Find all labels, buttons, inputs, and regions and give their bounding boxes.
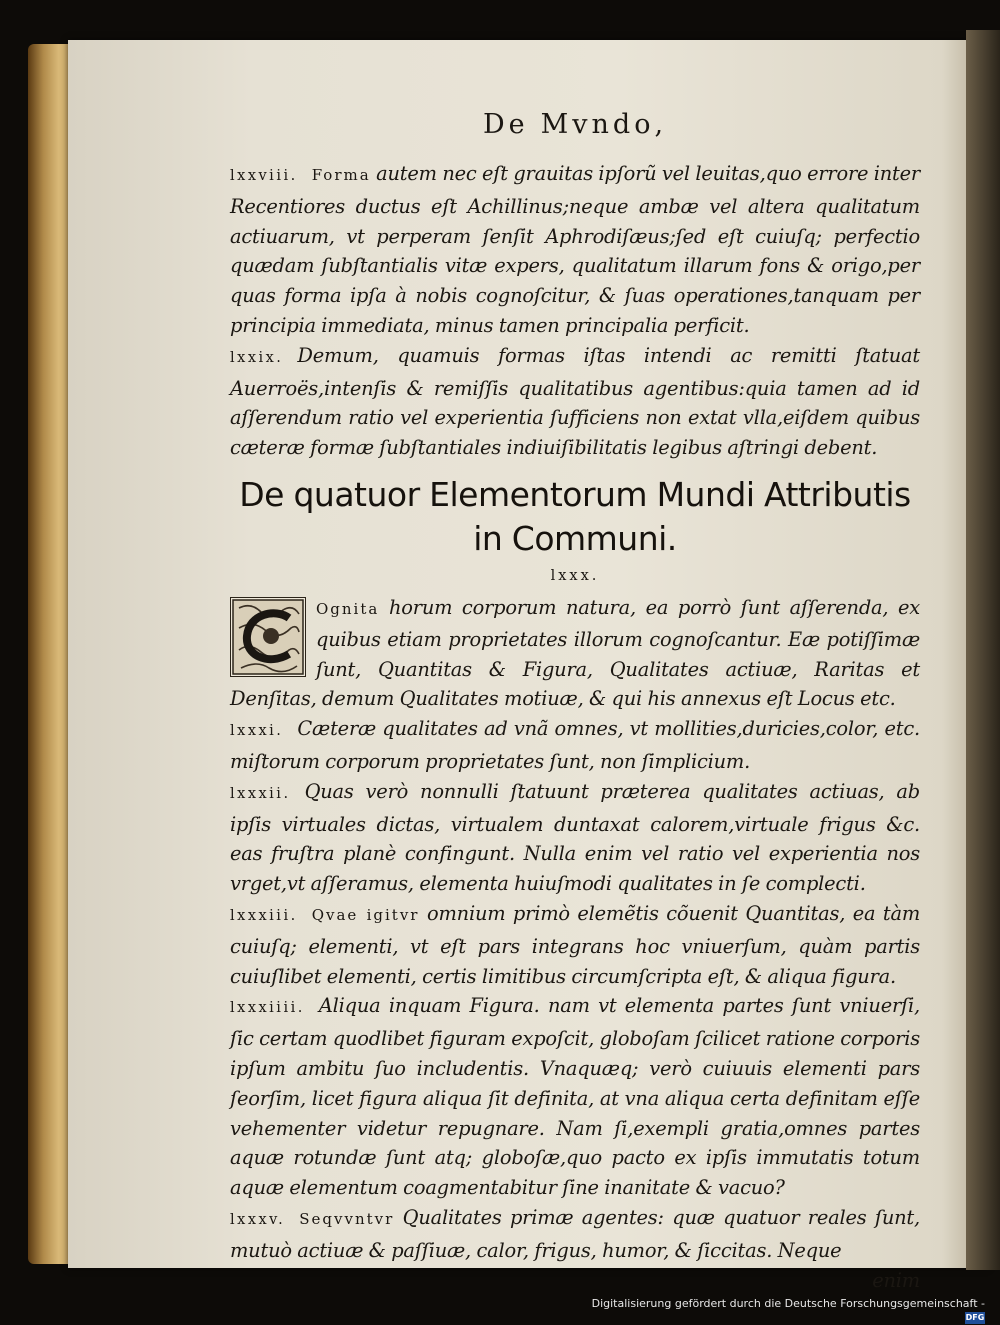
paragraph-text: horum corporum natura, ea porrò ſunt aſſerenda, ex quibus etiam proprietates illorum cognoſcantur. Eæ potiſſimæ ſunt, Quantitas & Figura, Qualitates actiuæ, Raritas et Denſitas, demum Qualitates motiuæ, & qui his annexus eſt Locus etc.: [230, 595, 921, 711]
paragraph-text: autem nec eſt grauitas ipſorũ vel leuitas,quo errore inter Recentiores ductus eſt Achillinus;neque ambæ vel altera qualitatum actiuarum, vt perperam ſenſit Aphrodiſæus;ſed eſt cuiuſq; perfectio quædam ſubſtantialis vitæ expers, qualitatum illarum fons & origo,per quas forma ipſa à nobis cognoſcitur, & ſuas operationes,tanquam per principia immediata, minus tamen principalia perficit.: [230, 162, 920, 337]
paragraph-lead: Ognita: [316, 599, 380, 618]
catchword: enim: [872, 1268, 920, 1292]
paragraph-lxxxi: [230, 714, 920, 777]
paragraph-text: Demum, quamuis formas iſtas intendi ac remitti ſtatuat Auerroës,intenſis & remiſſis qualitatibus agentibus:quia tamen ad id aſſerendum ratio vel experientia ſufficiens non extat vlla,eiſdem quibus cæteræ formæ ſubſtantiales indiuiſibilitatis legibus aſtringi debent.: [230, 343, 920, 460]
paragraph-number: lxxxii.: [230, 785, 291, 802]
paragraph-lxxxiiii: [230, 991, 920, 1203]
paragraph-lxxix: [230, 341, 920, 463]
paragraph-number: lxxxv.: [230, 1211, 286, 1228]
paragraph-number: lxxviii.: [230, 168, 298, 184]
paragraph-lead: Seqvvntvr: [299, 1209, 395, 1228]
decorated-initial-c-image: [230, 597, 306, 677]
footer-credit-text: Digitalisierung gefördert durch die Deutsche Forschungsgemeinschaft -: [591, 1297, 985, 1310]
paragraph-text: omnium primò elemẽtis cõuenit Quantitas, ea tàm cuiuſq; elementi, vt eſt pars integrans hoc vniuerſum, quàm partis cuiuſlibet elementi, certis limitibus circumſcripta eſt, & aliqua figura.: [230, 901, 921, 988]
running-head: De Mvndo,: [482, 109, 668, 140]
paragraph-number: lxxxi.: [230, 723, 284, 740]
paragraph-lxxviii: [230, 159, 920, 341]
paragraph-lxxxii: [230, 777, 920, 899]
book-fore-edge: [28, 44, 72, 1264]
paragraph-lead: Forma: [311, 166, 371, 184]
paragraph-number: lxxxiii.: [230, 907, 298, 924]
section-number: lxxx.: [550, 567, 600, 584]
paragraph-text: Cæteræ qualitates ad vnã omnes, vt mollities,duricies,color, etc. miſtorum corporum proprietates ſunt, non ſimplicium.: [230, 717, 920, 773]
paragraph-lead: Qvae igitvr: [311, 905, 420, 924]
paragraph-lxxxiii: [230, 899, 920, 991]
section-heading: De quatuor Elementorum Mundi Attributis in Communi.: [239, 474, 911, 558]
paragraph-number: lxxix.: [230, 349, 284, 366]
paragraph-number: lxxxiiii.: [230, 1000, 305, 1017]
paragraph-text: Qualitates primæ agentes: quæ quatuor reales ſunt, mutuò actiuæ & paſſiuæ, calor, frigus, humor, & ſiccitas. Neque: [230, 1205, 920, 1262]
paragraph-text: Aliqua inquam Figura. nam vt elementa partes ſunt vniuerſi, ſic certam quodlibet figuram expoſcit, globoſam ſcilicet ratione corporis ipſum ambitu ſuo includentis. Vnaquæq; verò cuiuuis elementi pars ſeorſim, licet figura aliqua ſit definita, at vna aliqua certa definitam eſſe vehementer videtur repugnare. Nam ſi,exempli gratia,omnes partes aquæ rotundæ ſunt atq; globoſæ,quo pacto ex ipſis immutatis totum aquæ elementum coagmentabitur ſine inanitate & vacuo?: [230, 994, 920, 1200]
dfg-logo-icon: DFG: [965, 1313, 985, 1322]
paragraph-lxxxv: [230, 1203, 920, 1266]
paragraph-lxxx: [230, 593, 920, 714]
paragraph-text: Quas verò nonnulli ſtatuunt præterea qualitates actiuas, ab ipſis virtuales dictas, virtualem duntaxat calorem,virtuale frigus &c. eas fruſtra planè confingunt. Nulla enim vel ratio vel experientia nos vrget,vt aſſeramus, elementa huiuſmodi qualitates in ſe complecti.: [230, 779, 920, 896]
page-text: [230, 105, 920, 1295]
facing-page-edge: [966, 30, 1000, 1270]
footer-credit: [585, 1297, 985, 1325]
